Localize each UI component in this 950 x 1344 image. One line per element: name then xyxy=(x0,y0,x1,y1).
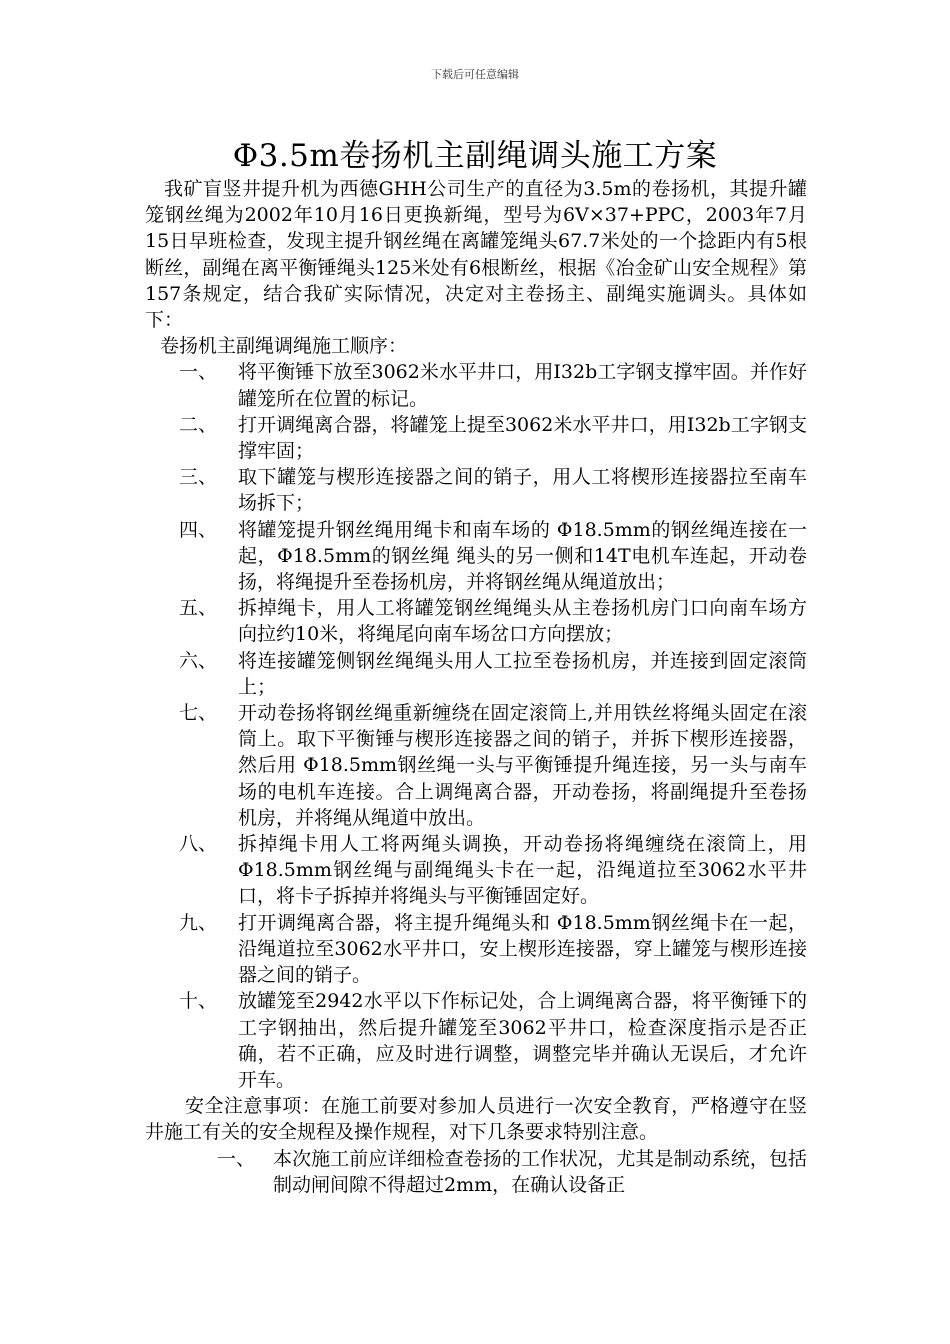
safety-list xyxy=(145,1146,807,1198)
step-text: 放罐笼至2942水平以下作标记处，合上调绳离合器，将平衡锤下的工字钢抽出，然后提升罐笼至3062平井口，检查深度指示是否正确，若不正确，应及时进行调整，调整完毕并确认无误后，才允许开车。 xyxy=(238,990,807,1091)
step-number: 六、 xyxy=(179,649,218,672)
step-text: 将罐笼提升钢丝绳用绳卡和南车场的 Φ18.5mm的钢丝绳连接在一起，Φ18.5mm的钢丝绳 绳头的另一侧和14T电机车连起，开动卷扬，将绳提升至卷扬机房，并将钢丝绳从绳道放出； xyxy=(238,518,807,594)
step-number: 九、 xyxy=(179,911,218,934)
step-number: 七、 xyxy=(179,702,218,725)
step-text: 取下罐笼与楔形连接器之间的销子，用人工将楔形连接器拉至南车场拆下； xyxy=(238,466,807,515)
document-title: Φ3.5m卷扬机主副绳调头施工方案 xyxy=(232,138,718,174)
step-number: 二、 xyxy=(179,413,218,436)
safety-text: 本次施工前应详细检查卷扬的工作状况，尤其是制动系统，包括制动闸间隙不得超过2mm，在确认设备正 xyxy=(273,1147,807,1196)
safety-intro-paragraph: 安全注意事项：在施工前要对参加人员进行一次安全教育，严格遵守在竖井施工有关的安全规程及操作规程，对下几条要求特别注意。 xyxy=(145,1095,807,1144)
header-note: 下载后可任意编辑 xyxy=(431,68,519,81)
step-number: 十、 xyxy=(179,990,218,1013)
step-text: 打开调绳离合器，将主提升绳绳头和 Φ18.5mm钢丝绳卡在一起，沿绳道拉至3062水平井口，安上楔形连接器，穿上罐笼与楔形连接器之间的销子。 xyxy=(238,911,807,987)
step-item xyxy=(145,831,807,910)
step-number: 四、 xyxy=(179,518,218,541)
step-number: 五、 xyxy=(179,597,218,620)
safety-number: 一、 xyxy=(217,1147,256,1170)
safety-item xyxy=(145,1146,807,1198)
step-item xyxy=(145,700,807,831)
step-item xyxy=(145,595,807,647)
step-number: 一、 xyxy=(179,361,218,384)
step-item xyxy=(145,359,807,411)
intro-paragraph: 我矿盲竖井提升机为西德GHH公司生产的直径为3.5m的卷扬机，其提升罐笼钢丝绳为2002年10月16日更换新绳，型号为6V×37+PPC，2003年7月15日早班检查，发现主提升钢丝绳在离罐笼绳头67.7米处的一个捻距内有5根断丝，副绳在离平衡锤绳头125米处有6根断丝，根据《冶金矿山安全规程》第157条规定，结合我矿实际情况，决定对主卷扬主、副绳实施调头。具体如下： xyxy=(145,178,807,332)
steps-list xyxy=(145,359,807,1093)
step-number: 三、 xyxy=(179,466,218,489)
step-item xyxy=(145,412,807,464)
step-text: 开动卷扬将钢丝绳重新缠绕在固定滚筒上,并用铁丝将绳头固定在滚筒上。取下平衡锤与楔形连接器之间的销子，并拆下楔形连接器，然后用 Φ18.5mm钢丝绳一头与平衡锤提升绳连接，另一头与南车场的电机车连接。合上调绳离合器，开动卷扬，将副绳提升至卷扬机房，并将绳从绳道中放出。 xyxy=(238,702,807,829)
step-item xyxy=(145,910,807,989)
step-text: 打开调绳离合器，将罐笼上提至3062米水平井口，用I32b工字钢支撑牢固； xyxy=(238,413,807,463)
document-body xyxy=(145,176,807,1198)
step-text: 拆掉绳卡用人工将两绳头调换，开动卷扬将绳缠绕在滚筒上，用 Φ18.5mm钢丝绳与副绳绳头卡在一起，沿绳道拉至3062水平井口，将卡子拆掉并将绳头与平衡锤固定好。 xyxy=(238,833,807,908)
step-item xyxy=(145,464,807,516)
step-item xyxy=(145,988,807,1093)
step-text: 将平衡锤下放至3062米水平井口，用I32b工字钢支撑牢固。并作好罐笼所在位置的标记。 xyxy=(238,361,807,410)
step-item xyxy=(145,648,807,700)
step-item xyxy=(145,517,807,596)
step-text: 将连接罐笼侧钢丝绳绳头用人工拉至卷扬机房，并连接到固定滚筒上； xyxy=(238,649,807,698)
step-number: 八、 xyxy=(179,833,218,856)
sequence-heading: 卷扬机主副绳调绳施工顺序： xyxy=(160,335,408,358)
step-text: 拆掉绳卡，用人工将罐笼钢丝绳绳头从主卷扬机房门口向南车场方向拉约10米，将绳尾向南车场岔口方向摆放； xyxy=(238,597,807,646)
